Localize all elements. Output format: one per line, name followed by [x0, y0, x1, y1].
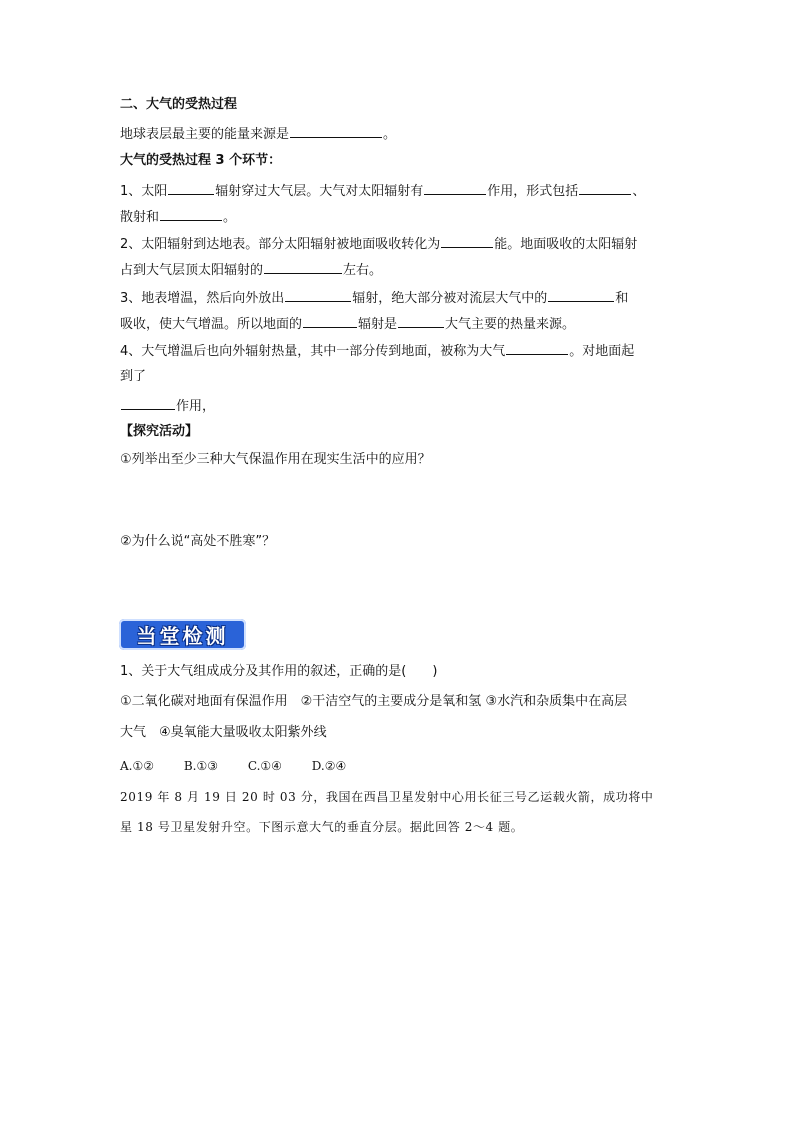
quiz-intro-line2: 星 18 号卫星发射升空。下图示意大气的垂直分层。据此回答 2～4 题。: [120, 820, 524, 834]
step3-line2: 吸收，使大气增温。所以地面的 辐射是 大气主要的热量来源。: [120, 314, 680, 334]
step2-line2: 占到大气层顶太阳辐射的 左右。: [120, 260, 680, 280]
quiz-intro-line1: 2019 年 8 月 19 日 20 时 03 分，我国在西昌卫星发射中心用长征三号乙运载火箭，成功将中: [120, 790, 654, 804]
step3-line1: 3、地表增温，然后向外放出 辐射，绝大部分被对流层大气中的 和: [120, 288, 680, 308]
answer-blank[interactable]: [579, 181, 631, 195]
answer-blank[interactable]: [506, 341, 568, 355]
step4-line3: 作用，: [120, 396, 680, 416]
energy-question: 地球表层最主要的能量来源是 。: [120, 124, 680, 144]
step1-line1: 1、太阳 辐射穿过大气层。大气对太阳辐射有 作用，形式包括 、: [120, 181, 680, 201]
answer-blank[interactable]: [424, 181, 486, 195]
explore-question-2: ②为什么说“高处不胜寒”？: [120, 534, 276, 549]
section-heading: 二、大气的受热过程: [120, 97, 238, 112]
quiz-items-line2: 大气 ④臭氧能大量吸收太阳紫外线: [120, 725, 327, 740]
process-title: 大气的受热过程 3 个环节：: [120, 153, 282, 168]
option-a[interactable]: A.①②: [120, 759, 154, 773]
answer-blank[interactable]: [264, 260, 342, 274]
banner-label: 当堂检测: [136, 624, 229, 648]
quiz-question-1: 1、关于大气组成成分及其作用的叙述，正确的是( ): [120, 664, 438, 679]
in-class-test-banner: [119, 619, 246, 650]
option-c[interactable]: C.①④: [247, 759, 282, 773]
step2-line1: 2、太阳辐射到达地表。部分太阳辐射被地面吸收转化为 能。地面吸收的太阳辐射: [120, 234, 680, 254]
answer-blank[interactable]: [285, 288, 351, 302]
answer-blank[interactable]: [398, 314, 444, 328]
explore-title: 【探究活动】: [120, 424, 199, 439]
answer-blank[interactable]: [290, 124, 382, 138]
step1-line2: 散射和 。: [120, 207, 680, 227]
quiz-items-line1: ①二氧化碳对地面有保温作用 ②干洁空气的主要成分是氧和氢 ③水汽和杂质集中在高层: [120, 694, 628, 709]
option-d[interactable]: D.②④: [311, 759, 347, 773]
answer-blank[interactable]: [303, 314, 357, 328]
answer-blank[interactable]: [441, 234, 493, 248]
step4-line2: 到了: [120, 369, 147, 384]
step4-line1: 4、大气增温后也向外辐射热量，其中一部分传到地面，被称为大气 。对地面起: [120, 341, 680, 361]
explore-question-1: ①列举出至少三种大气保温作用在现实生活中的应用？: [120, 452, 431, 467]
option-b[interactable]: B.①③: [183, 759, 218, 773]
answer-blank[interactable]: [121, 396, 175, 410]
answer-blank[interactable]: [160, 207, 222, 221]
answer-blank[interactable]: [548, 288, 614, 302]
answer-blank[interactable]: [168, 181, 214, 195]
quiz-options: [120, 757, 680, 775]
